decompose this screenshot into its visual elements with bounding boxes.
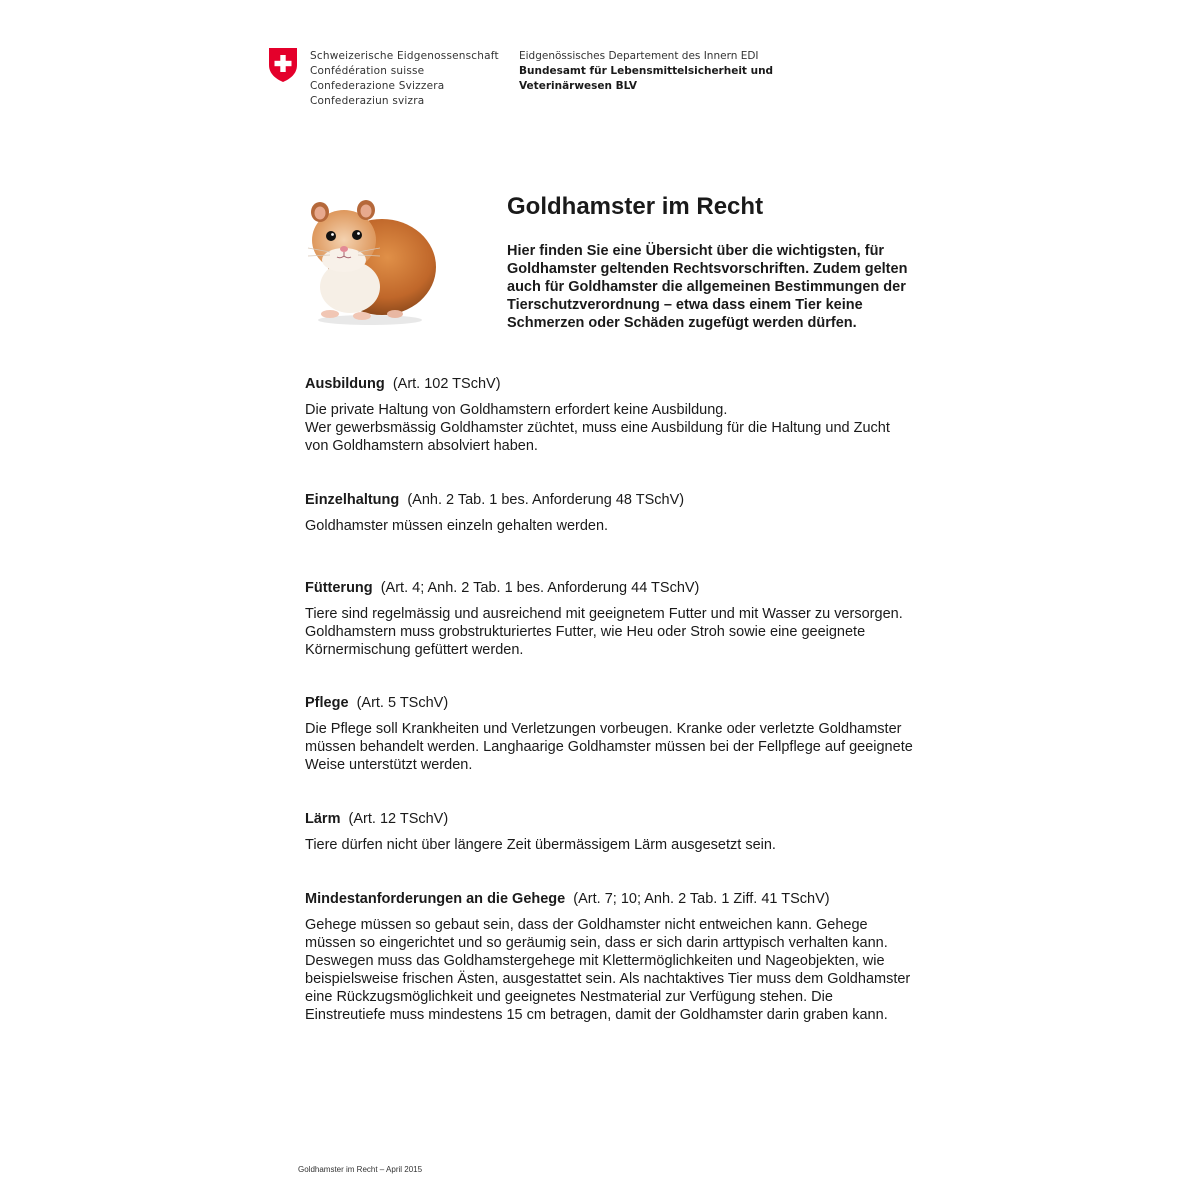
confederation-name-it: Confederazione Svizzera: [310, 80, 445, 92]
confederation-name-de: Schweizerische Eidgenossenschaft: [310, 50, 499, 62]
body-line: Goldhamstern muss grobstrukturiertes Futter, wie Heu oder Stroh sowie eine geeignete: [305, 624, 866, 640]
section-heading: [305, 890, 945, 908]
section-reference: (Art. 102 TSchV): [392, 376, 501, 392]
section-reference: (Anh. 2 Tab. 1 bes. Anforderung 48 TSchV): [407, 492, 685, 508]
section-body: [305, 836, 945, 854]
page-footer: Goldhamster im Recht – April 2015: [298, 1165, 423, 1174]
section-pflege: [305, 694, 945, 774]
page-title: Goldhamster im Recht: [507, 193, 764, 220]
body-line: Die Pflege soll Krankheiten und Verletzungen vorbeugen. Kranke oder verletzte Goldhamster: [305, 721, 902, 737]
intro-paragraph: Hier finden Sie eine Übersicht über die wichtigsten, für Goldhamster geltenden Rechtsvorschriften. Zudem gelten auch für Goldhamster die allgemeinen Bestimmungen der Tierschutzverordnung – etwa dass einem Tier keine Schmerzen oder Schäden zugefügt werden dürfen.: [507, 243, 908, 331]
section-body: [305, 401, 945, 455]
section-title: Lärm: [305, 811, 341, 827]
section-ausbildung: [305, 375, 945, 455]
confederation-name-rm: Confederaziun svizra: [310, 95, 425, 107]
office-name-line2: Veterinärwesen BLV: [519, 80, 638, 92]
body-line: Tiere dürfen nicht über längere Zeit übermässigem Lärm ausgesetzt sein.: [305, 837, 776, 853]
body-line: beispielsweise frischen Ästen, ausgestattet sein. Als nachtaktives Tier muss dem Goldhamster: [305, 971, 911, 987]
confederation-name-fr: Confédération suisse: [310, 65, 425, 77]
body-line: Deswegen muss das Goldhamstergehege mit Klettermöglichkeiten und Nageobjekten, wie: [305, 953, 885, 969]
body-line: Körnermischung gefüttert werden.: [305, 642, 524, 658]
section-body: [305, 605, 945, 659]
section-heading: [305, 810, 945, 828]
body-line: Wer gewerbsmässig Goldhamster züchtet, muss eine Ausbildung für die Haltung und Zucht: [305, 420, 890, 436]
body-line: Goldhamster müssen einzeln gehalten werden.: [305, 518, 609, 534]
section-laerm: [305, 810, 945, 854]
section-title: Mindestanforderungen an die Gehege: [305, 891, 566, 907]
body-line: Die private Haltung von Goldhamstern erfordert keine Ausbildung.: [305, 402, 728, 418]
section-title: Fütterung: [305, 580, 373, 596]
office-name-line1: Bundesamt für Lebensmittelsicherheit und: [519, 65, 774, 77]
section-reference: (Art. 4; Anh. 2 Tab. 1 bes. Anforderung 44 TSchV): [380, 580, 700, 596]
section-heading: [305, 694, 945, 712]
section-reference: (Art. 12 TSchV): [348, 811, 449, 827]
body-line: Gehege müssen so gebaut sein, dass der Goldhamster nicht entweichen kann. Gehege: [305, 917, 868, 933]
body-line: müssen behandelt werden. Langhaarige Goldhamster müssen bei der Fellpflege auf geeignete: [305, 739, 913, 755]
section-reference: (Art. 5 TSchV): [356, 695, 449, 711]
section-einzelhaltung: [305, 491, 945, 535]
body-line: Tiere sind regelmässig und ausreichend mit geeignetem Futter und mit Wasser zu versorgen.: [305, 606, 903, 622]
section-title: Einzelhaltung: [305, 492, 400, 508]
section-title: Pflege: [305, 695, 349, 711]
section-reference: (Art. 7; 10; Anh. 2 Tab. 1 Ziff. 41 TSchV): [573, 891, 830, 907]
body-line: Weise unterstützt werden.: [305, 757, 473, 773]
body-line: von Goldhamstern absolviert haben.: [305, 438, 538, 454]
section-body: [305, 916, 945, 1024]
section-gehege: [305, 890, 945, 1024]
hamster-illustration: [300, 192, 440, 327]
section-title: Ausbildung: [305, 376, 385, 392]
body-line: müssen so eingerichtet und so geräumig sein, dass er sich darin arttypisch verhalten kann.: [305, 935, 888, 951]
section-fuetterung: [305, 579, 945, 659]
section-heading: [305, 375, 945, 393]
department-info: [519, 49, 773, 94]
confederation-names: [310, 49, 499, 109]
body-line: eine Rückzugsmöglichkeit und geeignetes Nestmaterial zur Verfügung stehen. Die: [305, 989, 833, 1005]
department-name: Eidgenössisches Departement des Innern EDI: [519, 50, 759, 62]
section-body: [305, 720, 945, 774]
swiss-coat-of-arms-logo: [268, 47, 298, 83]
section-heading: [305, 491, 945, 509]
section-heading: [305, 579, 945, 597]
body-line: Einstreutiefe muss mindestens 15 cm betragen, damit der Goldhamster darin graben kann.: [305, 1007, 888, 1023]
section-body: [305, 517, 945, 535]
